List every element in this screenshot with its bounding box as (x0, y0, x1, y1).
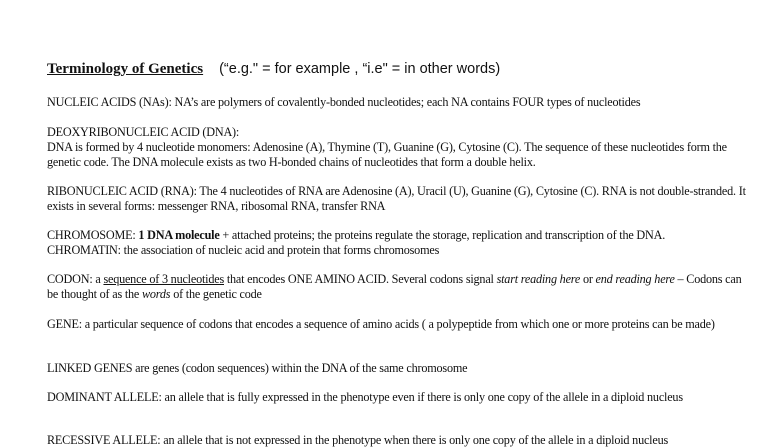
chromatin-line: CHROMATIN: the association of nucleic acid and protein that forms chromosomes (47, 243, 440, 257)
dna-definition (47, 125, 747, 170)
gene-definition (47, 317, 747, 332)
rna-definition (47, 184, 747, 214)
rna-text: RIBONUCLEIC ACID (RNA): The 4 nucleotides of RNA are Adenosine (A), Uracil (U), Guanine (G), Cytosine (C). RNA is not double-stranded. It exists in several forms: messenger RNA, ribosomal RNA, transfer RNA (47, 184, 746, 213)
codon-text-2: or (580, 272, 596, 286)
dna-heading: DEOXYRIBONUCLEIC ACID (DNA): (47, 125, 240, 139)
codon-italic-words: words (141, 287, 171, 301)
gene-text: GENE: a particular sequence of codons that encodes a sequence of amino acids ( a polypeptide from which one or more proteins can be made) (47, 317, 715, 331)
codon-label: CODON: a (47, 272, 104, 286)
recessive-allele-text: RECESSIVE ALLELE: an allele that is not expressed in the phenotype when there is only one copy of the allele in a diploid nucleus (47, 433, 669, 447)
document-subtitle: (“e.g." = for example , “i.e" = in other words) (219, 61, 501, 77)
title-line (47, 60, 500, 78)
linked-genes-text: LINKED GENES are genes (codon sequences) within the DNA of the same chromosome (47, 361, 468, 375)
linked-genes-definition (47, 361, 747, 376)
nucleic-acids-definition (47, 95, 747, 110)
codon-italic-start: start reading here (496, 272, 581, 286)
codon-underlined: sequence of 3 nucleotides (103, 272, 224, 286)
nucleic-acids-text: NUCLEIC ACIDS (NAs): NA’s are polymers of covalently-bonded nucleotides; each NA contains FOUR types of nucleotides (47, 95, 641, 109)
chromosome-rest: + attached proteins; the proteins regulate the storage, replication and transcription of the DNA. (219, 228, 666, 242)
codon-text-1: that encodes ONE AMINO ACID. Several codons signal (224, 272, 497, 286)
document-title: Terminology of Genetics (47, 61, 204, 77)
chromosome-label: CHROMOSOME: (47, 228, 139, 242)
codon-text-4: of the genetic code (170, 287, 262, 301)
chromosome-bold: 1 DNA molecule (138, 228, 220, 242)
dominant-allele-text: DOMINANT ALLELE: an allele that is fully expressed in the phenotype even if there is only one copy of the allele in a diploid nucleus (47, 390, 683, 404)
codon-text-3: – Codons can be thought of as the (47, 272, 742, 301)
chromosome-line (47, 228, 747, 243)
codon-definition (47, 272, 747, 302)
codon-italic-end: end reading here (595, 272, 675, 286)
chromosome-definition (47, 228, 747, 258)
dna-text: DNA is formed by 4 nucleotide monomers: Adenosine (A), Thymine (T), Guanine (G), Cytosine (C). The sequence of these nucleotides form the genetic code. The DNA molecule exists as two H-bonded chains of nucleotides that form a double helix. (47, 140, 727, 169)
dominant-allele-definition (47, 390, 747, 405)
